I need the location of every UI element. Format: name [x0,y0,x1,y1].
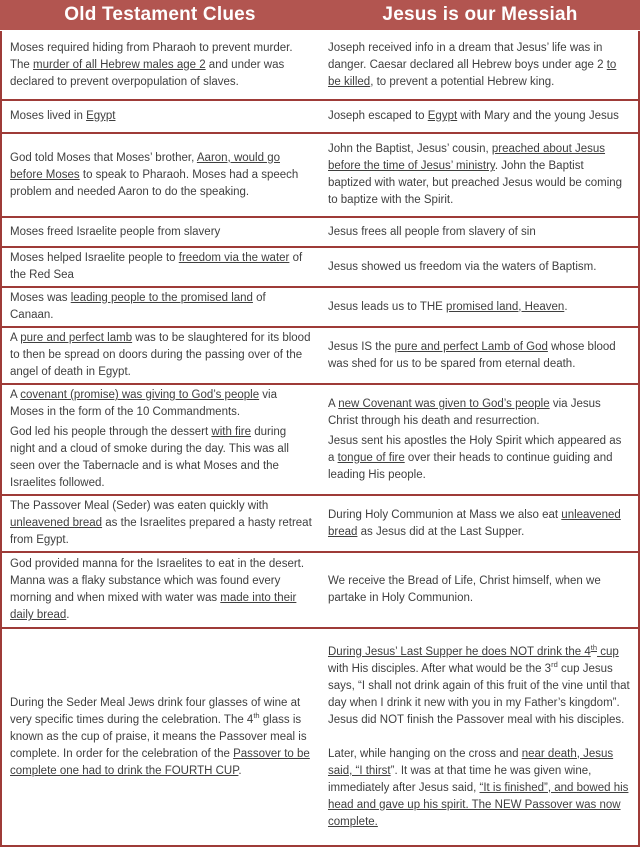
text-segment: Jesus IS the [328,340,395,353]
messiah-cell [320,385,638,494]
paragraph [328,141,630,209]
text-segment: Moses required hiding from Pharaoh to prevent murder. The [10,41,293,71]
paragraph [10,498,312,549]
text-segment: during night and a cloud of smoke during the day. This was all seen over the Tabernacle and is what Moses and the Israelites followed. [10,426,289,489]
text-segment: Joseph escaped to [328,110,428,122]
text-segment: Jesus leads us to THE [328,300,447,313]
paragraph [10,150,312,201]
old-testament-cell [2,328,320,383]
text-segment: of Canaan. [10,292,266,321]
text-segment: Jesus showed us freedom via the waters of Baptism. [328,260,597,273]
text-segment: pure and perfect lamb [20,332,133,344]
paragraph [328,507,630,541]
text-segment: th [590,642,597,652]
text-segment: The Passover Meal (Seder) was eaten quickly with [10,500,269,512]
text-segment: Moses helped Israelite people to [10,252,179,264]
text-segment: whose blood was shed for us to be spared from eternal death. [328,340,616,370]
text-segment: . [564,300,568,313]
paragraph [328,339,630,373]
text-segment: tongue of fire [337,451,405,464]
paragraph [328,433,630,484]
paragraph [10,387,312,421]
paragraph [10,290,312,324]
text-segment: God led his people through the dessert [10,426,212,438]
messiah-cell [320,496,638,551]
old-testament-cell [2,134,320,216]
text-segment: “It is finished”, and bowed his head and gave up his spirit. The NEW Passover was now complete. [328,781,629,828]
messiah-cell [320,248,638,286]
text-segment: Egypt [427,110,458,122]
text-segment: During Holy Communion at Mass we also eat [328,508,562,521]
table-row [2,629,638,847]
text-segment: leading people to the promised land [70,292,253,304]
messiah-cell [320,553,638,627]
text-segment: Aaron, would go before Moses [10,151,280,181]
text-segment: covenant (promise) was giving to God’s people [20,389,260,401]
table-row [2,328,638,385]
paragraph [10,330,312,381]
text-segment: Jesus sent his apostles the Holy Spirit which appeared as a [328,434,622,464]
text-segment: freedom via the water [178,252,290,264]
table-row [2,101,638,134]
text-segment: with fire [211,426,252,438]
table-row [2,496,638,553]
old-testament-cell [2,553,320,627]
paragraph [10,108,312,125]
paragraph [328,573,630,607]
messiah-cell [320,101,638,132]
text-segment: to speak to Pharaoh. Moses had a speech problem and needed Aaron to do the speaking. [10,168,299,198]
text-segment: cup Jesus says, “I shall not drink again of this fruit of the vine until that day when I drink it new with you in my Father’s kingdom”. Jesus did NOT finish the Passover meal with his disciples. [328,662,630,726]
table-row [2,385,638,496]
table-row [2,288,638,328]
text-segment: A [10,389,21,401]
text-segment: of the Red Sea [10,252,303,281]
text-segment: God provided manna for the Israelites to eat in the desert. Manna was a flaky substance which was found every morning and when mixed with water was [10,558,305,604]
messiah-cell [320,288,638,326]
old-testament-cell [2,629,320,845]
text-segment: near death, Jesus said, “I thirst [328,747,614,777]
paragraph [328,746,630,831]
text-segment: We receive the Bread of Life, Christ himself, when we partake in Holy Communion. [328,575,601,604]
paragraph [328,644,630,729]
text-segment: Egypt [86,110,116,122]
text-segment: over their heads to continue guiding and leading His people. [328,451,613,481]
text-segment: glass is known as the cup of praise, it means the Passover meal is complete. In order for the celebration of the [10,713,307,760]
text-segment: Jesus frees all people from slavery of sin [328,225,536,238]
text-segment: ”. It was at that time he was given wine, immediately after Jesus said, [328,764,592,794]
text-segment: Joseph received info in a dream that Jesus’ life was in danger. Caesar declared all Hebrew boys under age 2 [328,41,607,71]
text-segment: . [66,609,70,621]
header-old-testament-clues: Old Testament Clues [64,4,256,25]
table-row [2,134,638,218]
paragraph [328,224,630,241]
text-segment: unleavened bread [10,517,103,529]
messiah-cell [320,629,638,845]
paragraph [10,40,312,91]
text-segment: to be killed [328,58,617,88]
paragraph [328,396,630,430]
text-segment: A [10,332,21,344]
text-segment: and under was declared to prevent overpopulation of slaves. [10,58,285,88]
text-segment: Passover to be complete one had to drink the FOURTH CUP [10,747,310,777]
table-row [2,218,638,248]
text-segment: . John the Baptist baptized with water, but preached Jesus would be coming to baptize with the Spirit. [328,160,623,206]
messiah-cell [320,31,638,99]
table-header [0,0,640,30]
paragraph [328,299,630,316]
text-segment: with Mary and the young Jesus [457,110,619,122]
text-segment: Later, while hanging on the cross and [328,747,522,760]
text-segment: preached about Jesus before the time of Jesus’ ministry [328,143,606,172]
paragraph [328,108,630,125]
old-testament-cell [2,385,320,494]
text-segment: as Jesus did at the Last Supper. [357,525,525,538]
old-testament-cell [2,248,320,286]
paragraph [10,250,312,284]
messiah-cell [320,328,638,383]
text-segment: murder of all Hebrew males age 2 [33,58,206,71]
text-segment: cup [597,645,619,658]
text-segment: via Moses in the form of the 10 Commandments. [10,389,278,418]
text-segment: made into their daily bread [10,592,297,621]
messiah-cell [320,218,638,246]
old-testament-cell [2,31,320,99]
text-segment: Moses freed Israelite people from slavery [10,225,221,238]
messiah-cell [320,134,638,216]
text-segment: new Covenant was given to God’s people [338,397,550,410]
old-testament-cell [2,218,320,246]
old-testament-cell [2,288,320,326]
table-body [0,31,640,847]
paragraph [10,424,312,492]
text-segment: During Jesus’ Last Supper he does NOT drink the 4 [328,645,591,658]
text-segment: via Jesus Christ through his death and resurrection. [328,397,601,427]
text-segment: During the Seder Meal Jews drink four glasses of wine at very specific times during the celebration. The 4 [10,696,301,726]
text-segment: pure and perfect Lamb of God [394,340,548,353]
old-testament-cell [2,496,320,551]
paragraph [328,259,630,276]
text-segment: with His disciples. After what would be the 3 [328,662,552,675]
table-row [2,248,638,288]
table-row [2,31,638,101]
paragraph [328,40,630,91]
table-row [2,553,638,629]
text-segment: Moses was [10,292,71,304]
paragraph [10,695,312,780]
text-segment: promised land, Heaven [446,300,565,313]
text-segment: Moses lived in [10,110,87,122]
old-testament-cell [2,101,320,132]
paragraph [10,556,312,624]
text-segment: , to prevent a potential Hebrew king. [370,75,555,88]
text-segment: God told Moses that Moses’ brother, [10,151,197,164]
header-jesus-is-our-messiah: Jesus is our Messiah [382,4,578,25]
text-segment: . [238,764,242,777]
paragraph [10,224,312,241]
text-segment: John the Baptist, Jesus’ cousin, [328,143,492,155]
text-segment: as the Israelites prepared a hasty retreat from Egypt. [10,517,312,546]
text-segment: was to be slaughtered for its blood to then be spread on doors during the passing over of the angel of death in Egypt. [10,332,311,378]
text-segment: rd [551,659,558,669]
text-segment: th [253,710,260,720]
text-segment: unleavened bread [328,508,621,538]
text-segment: A [328,397,339,410]
